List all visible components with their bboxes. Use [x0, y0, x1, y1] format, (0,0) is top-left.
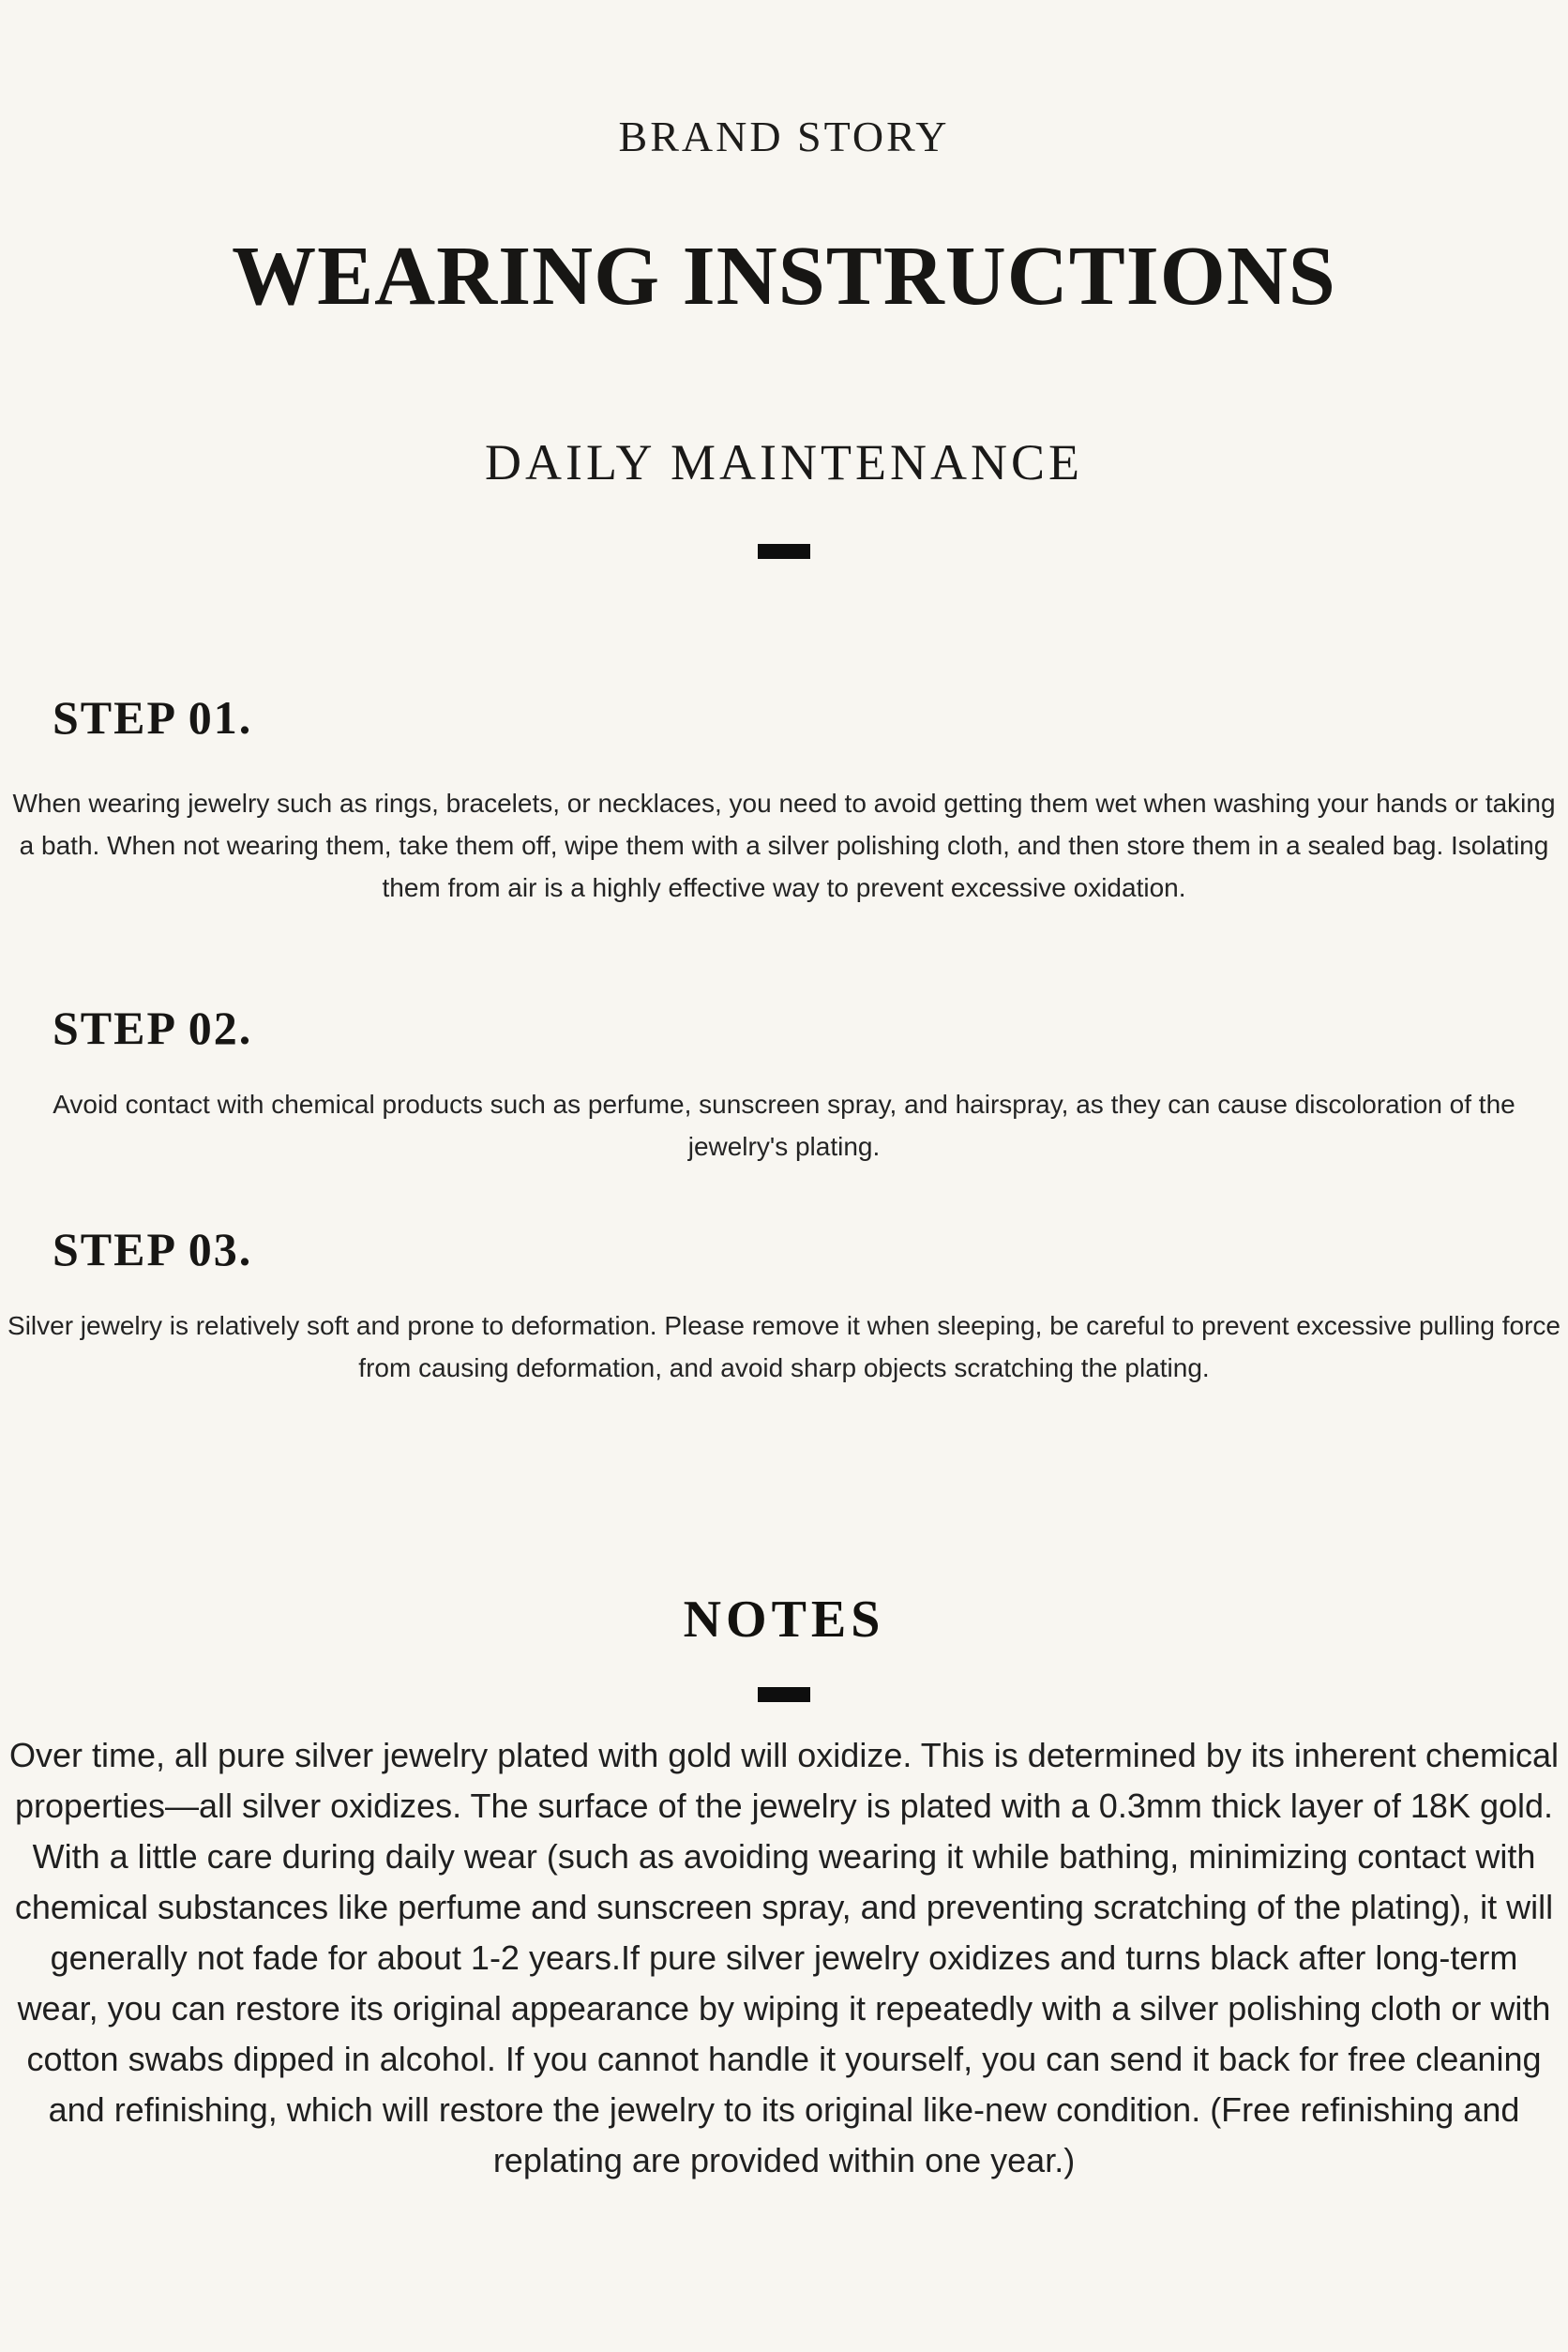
daily-maintenance-heading: DAILY MAINTENANCE — [484, 434, 1083, 490]
step-03-heading: STEP 03. — [53, 1223, 253, 1275]
notes-heading: NOTES — [683, 1591, 885, 1649]
step-03-text: Silver jewelry is relatively soft and prone to deformation. Please remove it when sleeping, be careful to prevent excessive pulling force from causing deformation, and avoid sharp objects scratching the plating. — [8, 1311, 1560, 1382]
step-02-heading: STEP 02. — [53, 1002, 253, 1054]
step-02-text: Avoid contact with chemical products such as perfume, sunscreen spray, and hairspray, as they can cause discoloration of the jewelry's plating. — [53, 1090, 1515, 1161]
brand-story-label: BRAND STORY — [618, 113, 950, 160]
step-01-heading: STEP 01. — [53, 691, 253, 744]
section-divider-bar — [758, 544, 810, 559]
notes-divider-bar — [758, 1687, 810, 1702]
page-title: WEARING INSTRUCTIONS — [232, 230, 1336, 323]
notes-text: Over time, all pure silver jewelry plated with gold will oxidize. This is determined by its inherent chemical properties—all silver oxidizes. The surface of the jewelry is plated with a 0.3mm thick layer of 18K gold. With a little care during daily wear (such as avoiding wearing it while bathing, minimizing contact with chemical substances like perfume and sunscreen spray, and preventing scratching of the plating), it will generally not fade for about 1-2 years.If pure silver jewelry oxidizes and turns black after long-term wear, you can restore its original appearance by wiping it repeatedly with a silver polishing cloth or with cotton swabs dipped in alcohol. If you cannot handle it yourself, you can send it back for free cleaning and refinishing, which will restore the jewelry to its original like-new condition. (Free refinishing and replating are provided within one year.) — [8, 1736, 1559, 2179]
step-01-text: When wearing jewelry such as rings, bracelets, or necklaces, you need to avoid getting them wet when washing your hands or taking a bath. When not wearing them, take them off, wipe them with a silver polishing cloth, and then store them in a sealed bag. Isolating them from air is a highly effective way to prevent excessive oxidation. — [12, 789, 1556, 902]
